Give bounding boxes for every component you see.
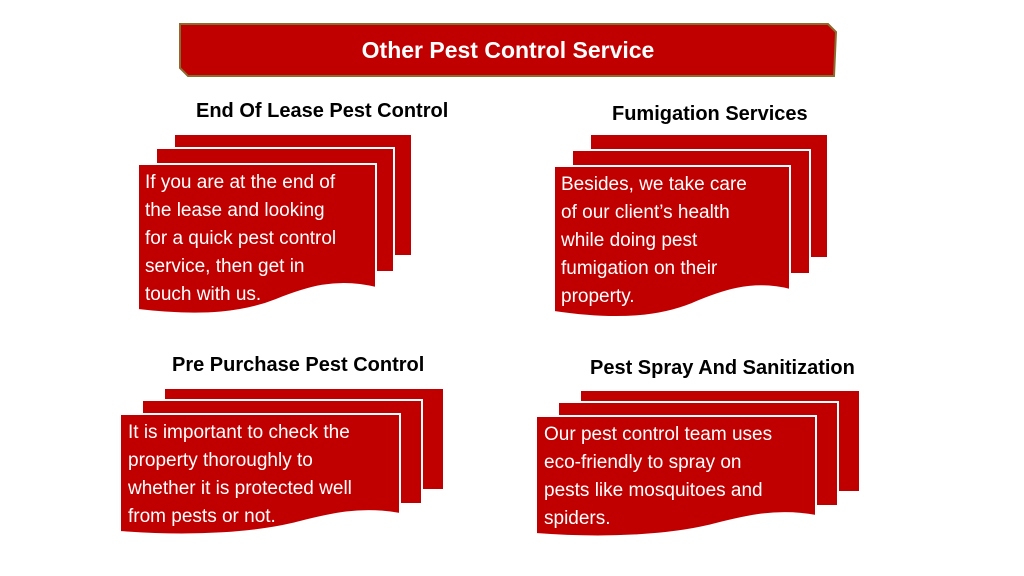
section-heading-pest-spray: Pest Spray And Sanitization — [590, 357, 855, 379]
card-stack-pre-purchase — [118, 386, 448, 542]
title-banner — [178, 22, 838, 78]
card-stack-fumigation — [552, 132, 832, 322]
section-heading-fumigation: Fumigation Services — [612, 103, 808, 125]
card-stack-end-of-lease — [136, 132, 416, 322]
section-heading-pre-purchase: Pre Purchase Pest Control — [172, 354, 425, 376]
page-title: Other Pest Control Service — [361, 36, 655, 63]
card-text-fumigation: Besides, we take care of our client’s health while doing pest fumigation on their property. — [561, 174, 747, 307]
card-text-end-of-lease: If you are at the end of the lease and looking for a quick pest control service, then get in touch with us. — [145, 172, 337, 305]
card-text-pre-purchase: It is important to check the property thoroughly to whether it is protected well from pests or not. — [128, 422, 352, 527]
card-stack-pest-spray — [534, 388, 864, 544]
card-text-pest-spray: Our pest control team uses eco-friendly to spray on pests like mosquitoes and spiders. — [544, 424, 773, 529]
section-heading-end-of-lease: End Of Lease Pest Control — [196, 100, 449, 122]
